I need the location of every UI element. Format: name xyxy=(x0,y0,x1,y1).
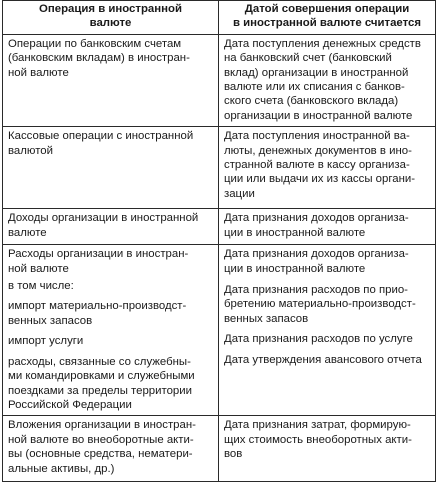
date-part: Дата признания расходов по услуге xyxy=(224,333,413,346)
operation-part: в том числе: xyxy=(8,280,74,293)
operation-text: Доходы организации в иностранной валюте xyxy=(8,212,199,239)
operation-cell xyxy=(3,209,219,245)
table-row xyxy=(3,416,436,482)
date-cell xyxy=(219,416,436,482)
header-operation xyxy=(3,1,219,35)
operation-text: Вложения организации в иностран- ной валюте во внеоборотные акти- вы (основные средства, нематери- альные активы, др.) xyxy=(8,419,196,475)
operation-cell xyxy=(3,416,219,482)
date-part: Дата признания расходов по прио- бретению материально-производст- венных запасов xyxy=(224,284,416,325)
operation-cell xyxy=(3,127,219,209)
date-part: Дата утверждения авансового отчета xyxy=(224,353,422,366)
operation-part: Расходы организации в иностран- ной валюте xyxy=(8,248,189,275)
operation-part: импорт материально-производст- венных запасов xyxy=(8,300,187,327)
date-part: Дата признания доходов организа- ции в иностранной валюте xyxy=(224,248,409,275)
date-text: Дата поступления денежных средств на банковский счет (банковский вклад) организации в иностранной валюте или их списания с банков- ского счета (банковского вклада) организации в иностранной валюте xyxy=(224,37,421,122)
operation-cell xyxy=(3,245,219,416)
table-row xyxy=(3,127,436,209)
date-text: Дата признания доходов организа- ции в иностранной валюте xyxy=(224,212,409,239)
date-cell xyxy=(219,245,436,416)
date-text: Дата признания затрат, формирую- щих стоимость внеоборотных акти- вов xyxy=(224,419,412,461)
table-row xyxy=(3,34,436,126)
operation-text: Операции по банковским счетам (банковским вкладам) в иностран- ной валюте xyxy=(8,37,190,79)
header-date xyxy=(219,1,436,35)
date-cell xyxy=(219,34,436,126)
table-row xyxy=(3,245,436,416)
operation-cell xyxy=(3,34,219,126)
operation-text: Кассовые операции с иностранной валютой xyxy=(8,130,194,157)
table-header-row xyxy=(3,1,436,35)
table-row xyxy=(3,209,436,245)
header-operation-text: Операция в иностранной валюте xyxy=(39,3,182,30)
date-cell xyxy=(219,127,436,209)
currency-operations-table xyxy=(2,0,436,482)
date-cell xyxy=(219,209,436,245)
header-date-text: Датой совершения операции в иностранной валюте считается xyxy=(232,3,422,30)
date-text: Дата поступления иностранной ва- люты, денежных документов в ино- странной валюте в кассу организа- ции или выдачи их из кассы органи- зации xyxy=(224,130,416,200)
operation-part: расходы, связанные со служебны- ми командировками и служебными поездками за пределы территории Российской Федерации xyxy=(8,355,195,411)
operation-part: импорт услуги xyxy=(8,335,84,348)
